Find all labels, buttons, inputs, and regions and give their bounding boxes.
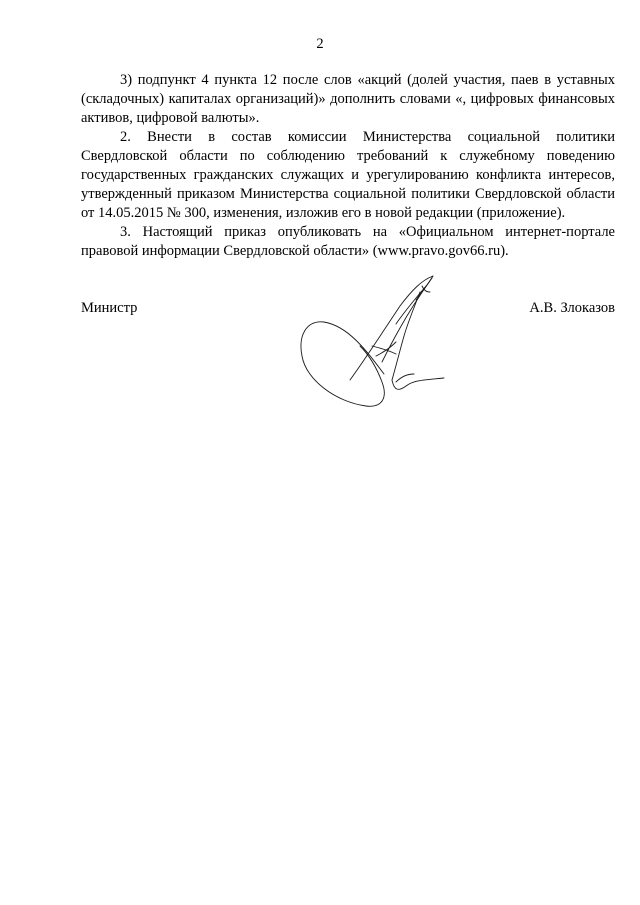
document-body [81,71,615,261]
paragraph-item-3: 3. Настоящий приказ опубликовать на «Официальном интернет-портале правовой информации Свердловской области» (www.pravo.gov66.ru). [81,224,615,259]
signer-name: А.В. Злоказов [529,300,615,316]
paragraph-subitem-3: 3) подпункт 4 пункта 12 после слов «акций (долей участия, паев в уставных (складочных) капиталах организаций)» дополнить словами «, цифровых финансовых активов, цифровой валюты». [81,72,615,126]
handwritten-signature [296,262,446,412]
page-number: 2 [316,36,324,52]
signer-position: Министр [81,300,138,316]
paragraph-item-2: 2. Внести в состав комиссии Министерства социальной политики Свердловской области по соблюдению требований к служебному поведению государственных гражданских служащих и урегулированию конфликта интересов, утвержденный приказом Министерства социальной политики Свердловской области от 14.05.2015 № 300, изменения, изложив его в новой редакции (приложение). [81,129,615,221]
